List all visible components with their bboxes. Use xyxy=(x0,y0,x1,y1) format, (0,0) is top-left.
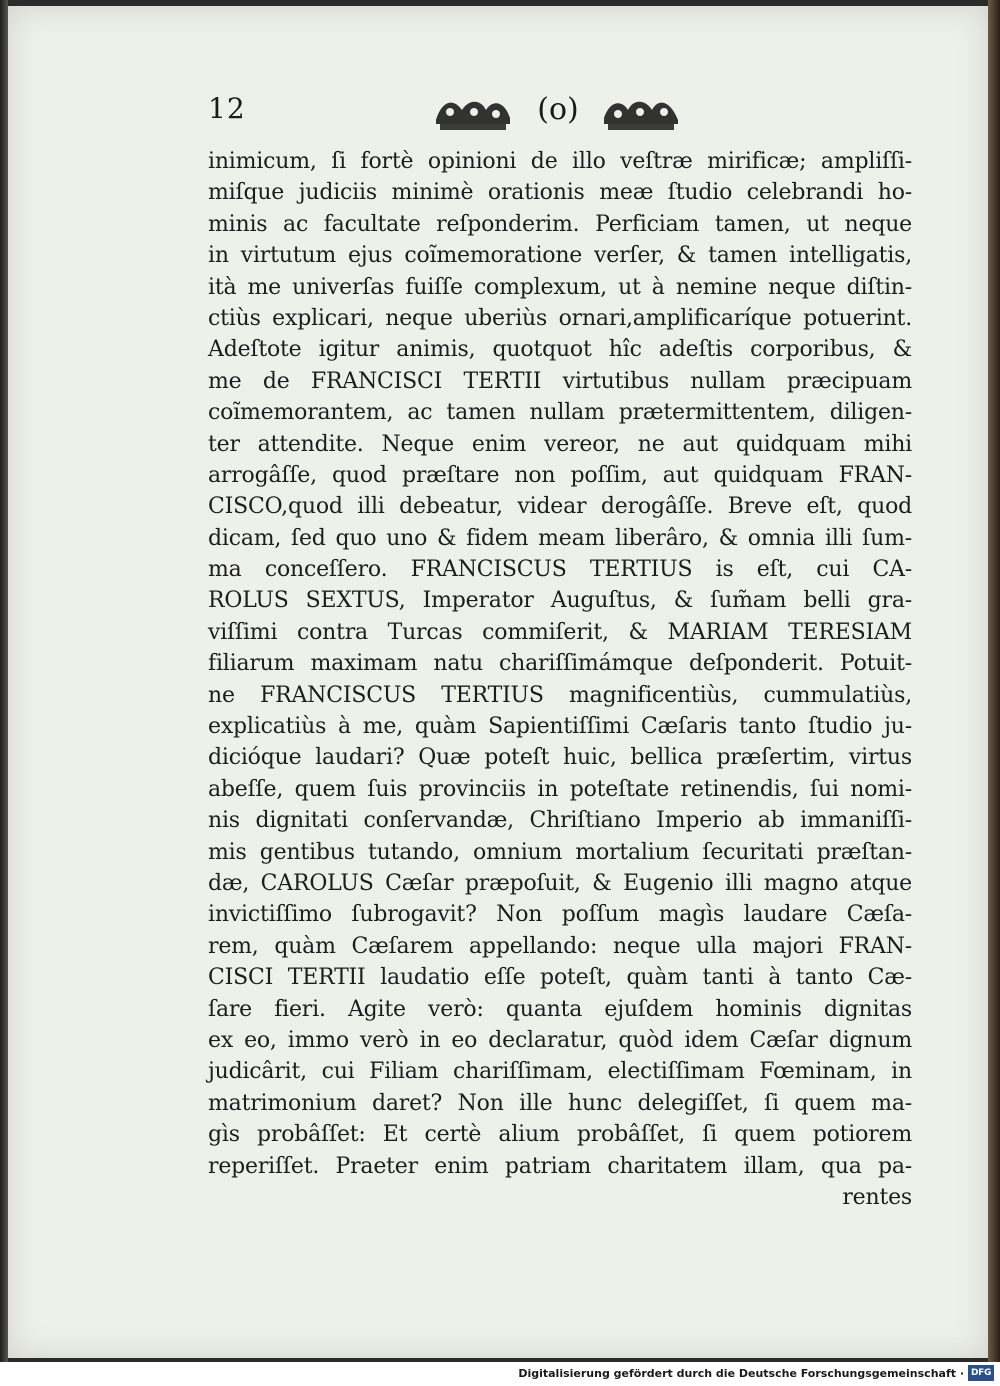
text-line: coĩmemorantem, ac tamen nullam prætermittentem, diligen- xyxy=(208,400,912,426)
text-line: ſare fieri. Agite verò: quanta ejuſdem hominis dignitas xyxy=(208,996,912,1022)
text-line: judicârit, cui Filiam chariſſimam, electiſſimam Fœminam, in xyxy=(208,1059,912,1085)
body-text xyxy=(208,146,912,1213)
text-line: minis ac facultate reſponderim. Perficiam tamen, ut neque xyxy=(208,211,912,237)
text-line: mis gentibus tutando, omnium mortalium ſecuritati præſtan- xyxy=(208,839,912,865)
text-line: miſque judiciis minimè orationis meæ ſtudio celebrandi ho- xyxy=(208,180,912,206)
text-line: viſſimi contra Turcas commiſerit, & MARIAM TERESIAM xyxy=(208,619,912,645)
text-line: abeſſe, quem ſuis provinciis in poteſtate retinendis, ſui nomi- xyxy=(208,776,912,802)
text-line: filiarum maximam natu chariſſimámque deſponderit. Potuit- xyxy=(208,651,912,677)
text-line: ne FRANCISCUS TERTIUS magnificentiùs, cummulatiùs, xyxy=(208,682,912,708)
headpiece-center-mark: (o) xyxy=(537,92,579,127)
text-line: ma conceſſero. FRANCISCUS TERTIUS is eſt, cui CA- xyxy=(208,557,912,583)
text-line: invictiſſimo ſubrogavit? Non poſſum magìs laudare Cæſa- xyxy=(208,902,912,928)
text-line: explicatiùs à me, quàm Sapientiſſimi Cæſaris tanto ſtudio ju- xyxy=(208,714,912,740)
text-line: ROLUS SEXTUS, Imperator Auguſtus, & ſum̃am belli gra- xyxy=(208,588,912,614)
text-line: in virtutum ejus coĩmemoratione verſer, & tamen intelligatis, xyxy=(208,243,912,269)
text-line: Adeſtote igitur animis, quotquot hîc adeſtis corporibus, & xyxy=(208,337,912,363)
text-line: reperiſſet. Praeter enim patriam charitatem illam, qua pa- xyxy=(208,1153,912,1179)
text-line: CISCO,quod illi debeatur, videar derogâſſe. Breve eſt, quod xyxy=(208,494,912,520)
text-line: dicam, ſed quo uno & fidem meam liberâro, & omnia illi ſum- xyxy=(208,525,912,551)
book-edge-left xyxy=(0,0,8,1362)
text-line: ex eo, immo verò in eo declaratur, quòd idem Cæſar dignum xyxy=(208,1027,912,1053)
book-edge-right xyxy=(988,0,1000,1362)
text-line: dicióque laudari? Quæ poteſt huic, bellica præſertim, virtus xyxy=(208,745,912,771)
dfg-logo-icon[interactable]: DFG xyxy=(968,1365,994,1381)
text-line: ctiùs explicari, neque uberiùs ornari,amplificaríque potuerint. xyxy=(208,305,912,331)
text-line: nis dignitati conſervandæ, Chriſtiano Imperio ab immaniſſi- xyxy=(208,808,912,834)
page-number: 12 xyxy=(208,92,246,125)
text-line: inimicum, ſi fortè opinioni de illo veſtræ mirificæ; ampliſſi- xyxy=(208,149,912,174)
text-line: gìs probâſſet: Et certè alium probâſſet, ſi quem potiorem xyxy=(208,1122,912,1148)
text-line: arrogâſſe, quod præſtare non poſſim, aut quidquam FRAN- xyxy=(208,462,912,488)
text-line: ter attendite. Neque enim vereor, ne aut quidquam mihi xyxy=(208,431,912,457)
text-line: rem, quàm Cæſarem appellando: neque ulla majori FRAN- xyxy=(208,933,912,959)
text-line: matrimonium daret? Non ille hunc delegiſſet, ſi quem ma- xyxy=(208,1090,912,1116)
text-line: me de FRANCISCI TERTII virtutibus nullam præcipuam xyxy=(208,368,912,394)
text-line: CISCI TERTII laudatio eſſe poteſt, quàm tanti à tanto Cæ- xyxy=(208,965,912,991)
digitization-credit: Digitalisierung gefördert durch die Deutsche Forschungsgemeinschaft · xyxy=(518,1367,964,1380)
text-line: dæ, CAROLUS Cæſar præpoſuit, & Eugenio illi magno atque xyxy=(208,870,912,896)
catchword: rentes xyxy=(842,1184,912,1210)
text-line: ità me univerſas fuiſſe complexum, ut à nemine neque diſtin- xyxy=(208,274,912,300)
